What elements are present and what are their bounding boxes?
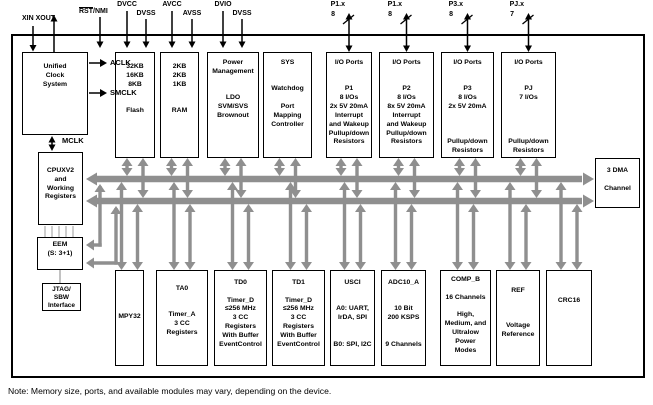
pin-label-port-2-width: 8	[388, 11, 392, 18]
pin-label-dvio: DVIO	[214, 1, 232, 8]
block-td1: TD1 Timer_D ≤256 MHz 3 CC Registers With Buffer EventControl	[272, 270, 325, 366]
pin-label-port-j-name: PJ.x	[509, 1, 524, 8]
block-unified-clock-system: Unified Clock System	[22, 52, 88, 135]
block-usci: USCI A0: UART, IrDA, SPI B0: SPI, I2C	[330, 270, 375, 366]
pin-label-port-3-name: P3.x	[448, 1, 463, 8]
block-ta0: TA0 Timer_A 3 CC Registers	[156, 270, 208, 366]
block-io-port-p1: I/O Ports P1 8 I/Os 2x 5V 20mA Interrupt and Wakeup Pullup/down Resistors	[326, 52, 372, 158]
pin-label-port-3-width: 8	[449, 11, 453, 18]
pin-label-nmi: /NMI	[93, 8, 108, 15]
pin-label-port-1-name: P1.x	[330, 1, 345, 8]
pin-label-avcc: AVCC	[162, 1, 182, 8]
signal-label-mclk: MCLK	[62, 136, 84, 145]
block-td0: TD0 Timer_D ≤256 MHz 3 CC Registers With Buffer EventControl	[214, 270, 267, 366]
block-cpu: CPUXV2 and Working Registers	[38, 152, 83, 225]
pin-label-rst-nmi	[79, 8, 108, 15]
pin-label-dvss-2: DVSS	[232, 10, 252, 17]
pin-label-xin-xout: XIN XOUT	[22, 15, 56, 22]
block-mpy32: MPY32	[115, 270, 144, 366]
pin-label-dvcc: DVCC	[117, 1, 137, 8]
block-io-port-p3: I/O Ports P3 8 I/Os 2x 5V 20mA Pullup/down Resistors	[441, 52, 494, 158]
signal-label-aclk: ACLK	[110, 58, 131, 67]
block-ram: 2KB 2KB 1KB RAM	[160, 52, 199, 158]
pin-label-port-1-width: 8	[331, 11, 335, 18]
pin-label-avss: AVSS	[182, 10, 202, 17]
block-power-management: Power Management LDO SVM/SVS Brownout	[207, 52, 259, 158]
block-ref: REF Voltage Reference	[496, 270, 540, 366]
pin-label-port-j-width: 7	[510, 11, 514, 18]
block-jtag-sbw: JTAG/ SBW Interface	[42, 283, 81, 311]
signal-label-smclk: SMCLK	[110, 88, 137, 97]
block-flash: 32KB 16KB 8KB Flash	[115, 52, 155, 158]
block-eem: EEM (S: 3+1)	[37, 237, 83, 270]
footnote: Note: Memory size, ports, and available modules may vary, depending on the device.	[8, 386, 332, 396]
block-comp-b: COMP_B 16 Channels High, Medium, and Ultralow Power Modes	[440, 270, 491, 366]
block-io-port-pj: I/O Ports PJ 7 I/Os Pullup/down Resistors	[501, 52, 556, 158]
block-adc10: ADC10_A 10 Bit 200 KSPS 9 Channels	[381, 270, 426, 366]
block-dma-channel: 3 DMA Channel	[595, 158, 640, 208]
pin-label-port-2-name: P1.x	[387, 1, 402, 8]
block-crc16: CRC16	[546, 270, 592, 366]
block-io-port-p2: I/O Ports P2 8 I/Os 8x 5V 20mA Interrupt and Wakeup Pullup/down Resistors	[379, 52, 434, 158]
pin-label-dvss-1: DVSS	[136, 10, 156, 17]
block-sys-watchdog: SYS Watchdog Port Mapping Controller	[263, 52, 312, 158]
pin-label-rst: $\overline{RST}$	[79, 8, 93, 15]
